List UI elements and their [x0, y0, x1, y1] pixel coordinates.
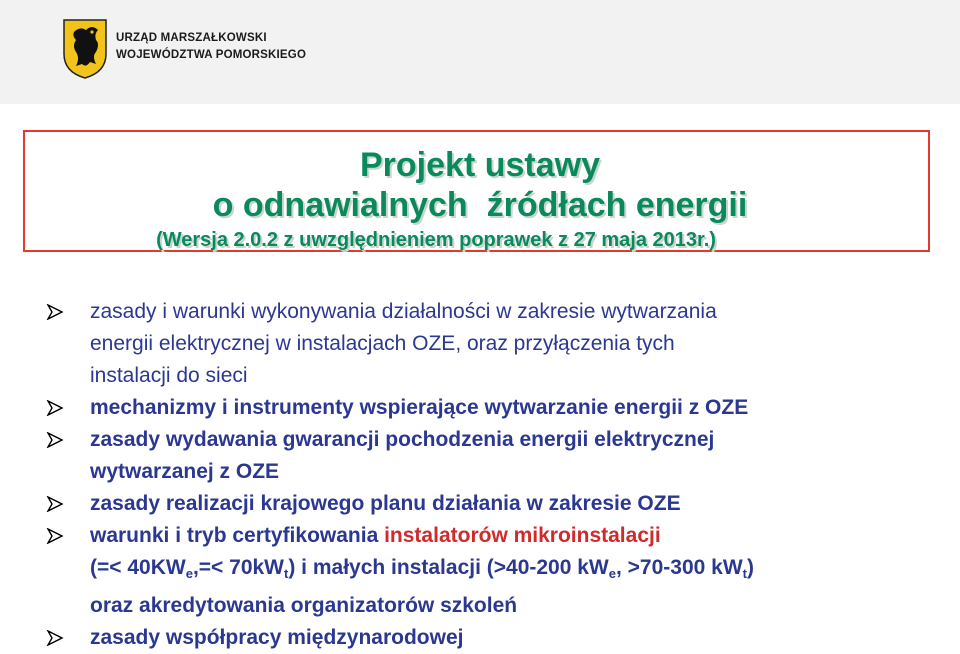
- arrow-bullet-icon: [46, 432, 64, 448]
- subscript: t: [284, 566, 289, 581]
- item-text: [90, 520, 946, 552]
- item-text: zasady realizacji krajowego planu działania w zakresie OZE: [90, 492, 681, 515]
- item-text: mechanizmy i instrumenty wspierające wytwarzanie energii z OZE: [90, 396, 749, 419]
- subscript: t: [742, 566, 747, 581]
- title-line1: Projekt ustawy: [360, 146, 600, 184]
- item-text: zasady i warunki wykonywania działalności w zakresie wytwarzania: [90, 300, 717, 323]
- item-text-part: , >70-300 kW: [615, 556, 743, 579]
- arrow-bullet-icon: [46, 630, 64, 646]
- item-text: zasady wydawania gwarancji pochodzenia energii elektrycznej: [90, 428, 715, 451]
- list-item: [46, 392, 946, 424]
- org-name-line2: WOJEWÓDZTWA POMORSKIEGO: [116, 49, 307, 61]
- title-line2: o odnawialnych źródłach energii: [212, 186, 748, 224]
- list-item: [46, 622, 946, 654]
- item-text: wytwarzanej z OZE: [90, 460, 280, 483]
- arrow-bullet-icon: [46, 400, 64, 416]
- item-text: energii elektrycznej w instalacjach OZE, oraz przyłączenia tych: [90, 332, 675, 355]
- item-text-part: ) i małych instalacji (>40-200 kW: [288, 556, 609, 579]
- item-text-part: ): [746, 556, 754, 579]
- item-text-part: ,=< 70kW: [192, 556, 284, 579]
- griffin-crest-icon: [62, 18, 108, 80]
- item-text-highlight: instalatorów mikroinstalacji: [384, 524, 661, 547]
- arrow-bullet-icon: [46, 528, 64, 544]
- item-text-part: warunki i tryb certyfikowania: [90, 524, 385, 547]
- arrow-bullet-icon: [46, 496, 64, 512]
- list-item: [46, 296, 946, 392]
- item-text: zasady współpracy międzynarodowej: [90, 626, 464, 649]
- item-text: [90, 552, 946, 590]
- item-text: oraz akredytowania organizatorów szkoleń: [90, 594, 518, 617]
- org-name: [116, 30, 306, 64]
- list-item: [46, 488, 946, 520]
- header-bar: [0, 0, 960, 104]
- list-item: [46, 520, 946, 622]
- arrow-bullet-icon: [46, 304, 64, 320]
- item-text: instalacji do sieci: [90, 364, 248, 387]
- bullet-list: [46, 296, 946, 654]
- title-line3: (Wersja 2.0.2 z uwzględnieniem poprawek z 27 maja 2013r.): [156, 229, 716, 251]
- list-item: [46, 424, 946, 488]
- item-text-part: (=< 40KW: [90, 556, 186, 579]
- subscript: e: [608, 566, 616, 581]
- logo: [62, 18, 322, 88]
- org-name-line1: URZĄD MARSZAŁKOWSKI: [116, 32, 267, 44]
- subscript: e: [185, 566, 193, 581]
